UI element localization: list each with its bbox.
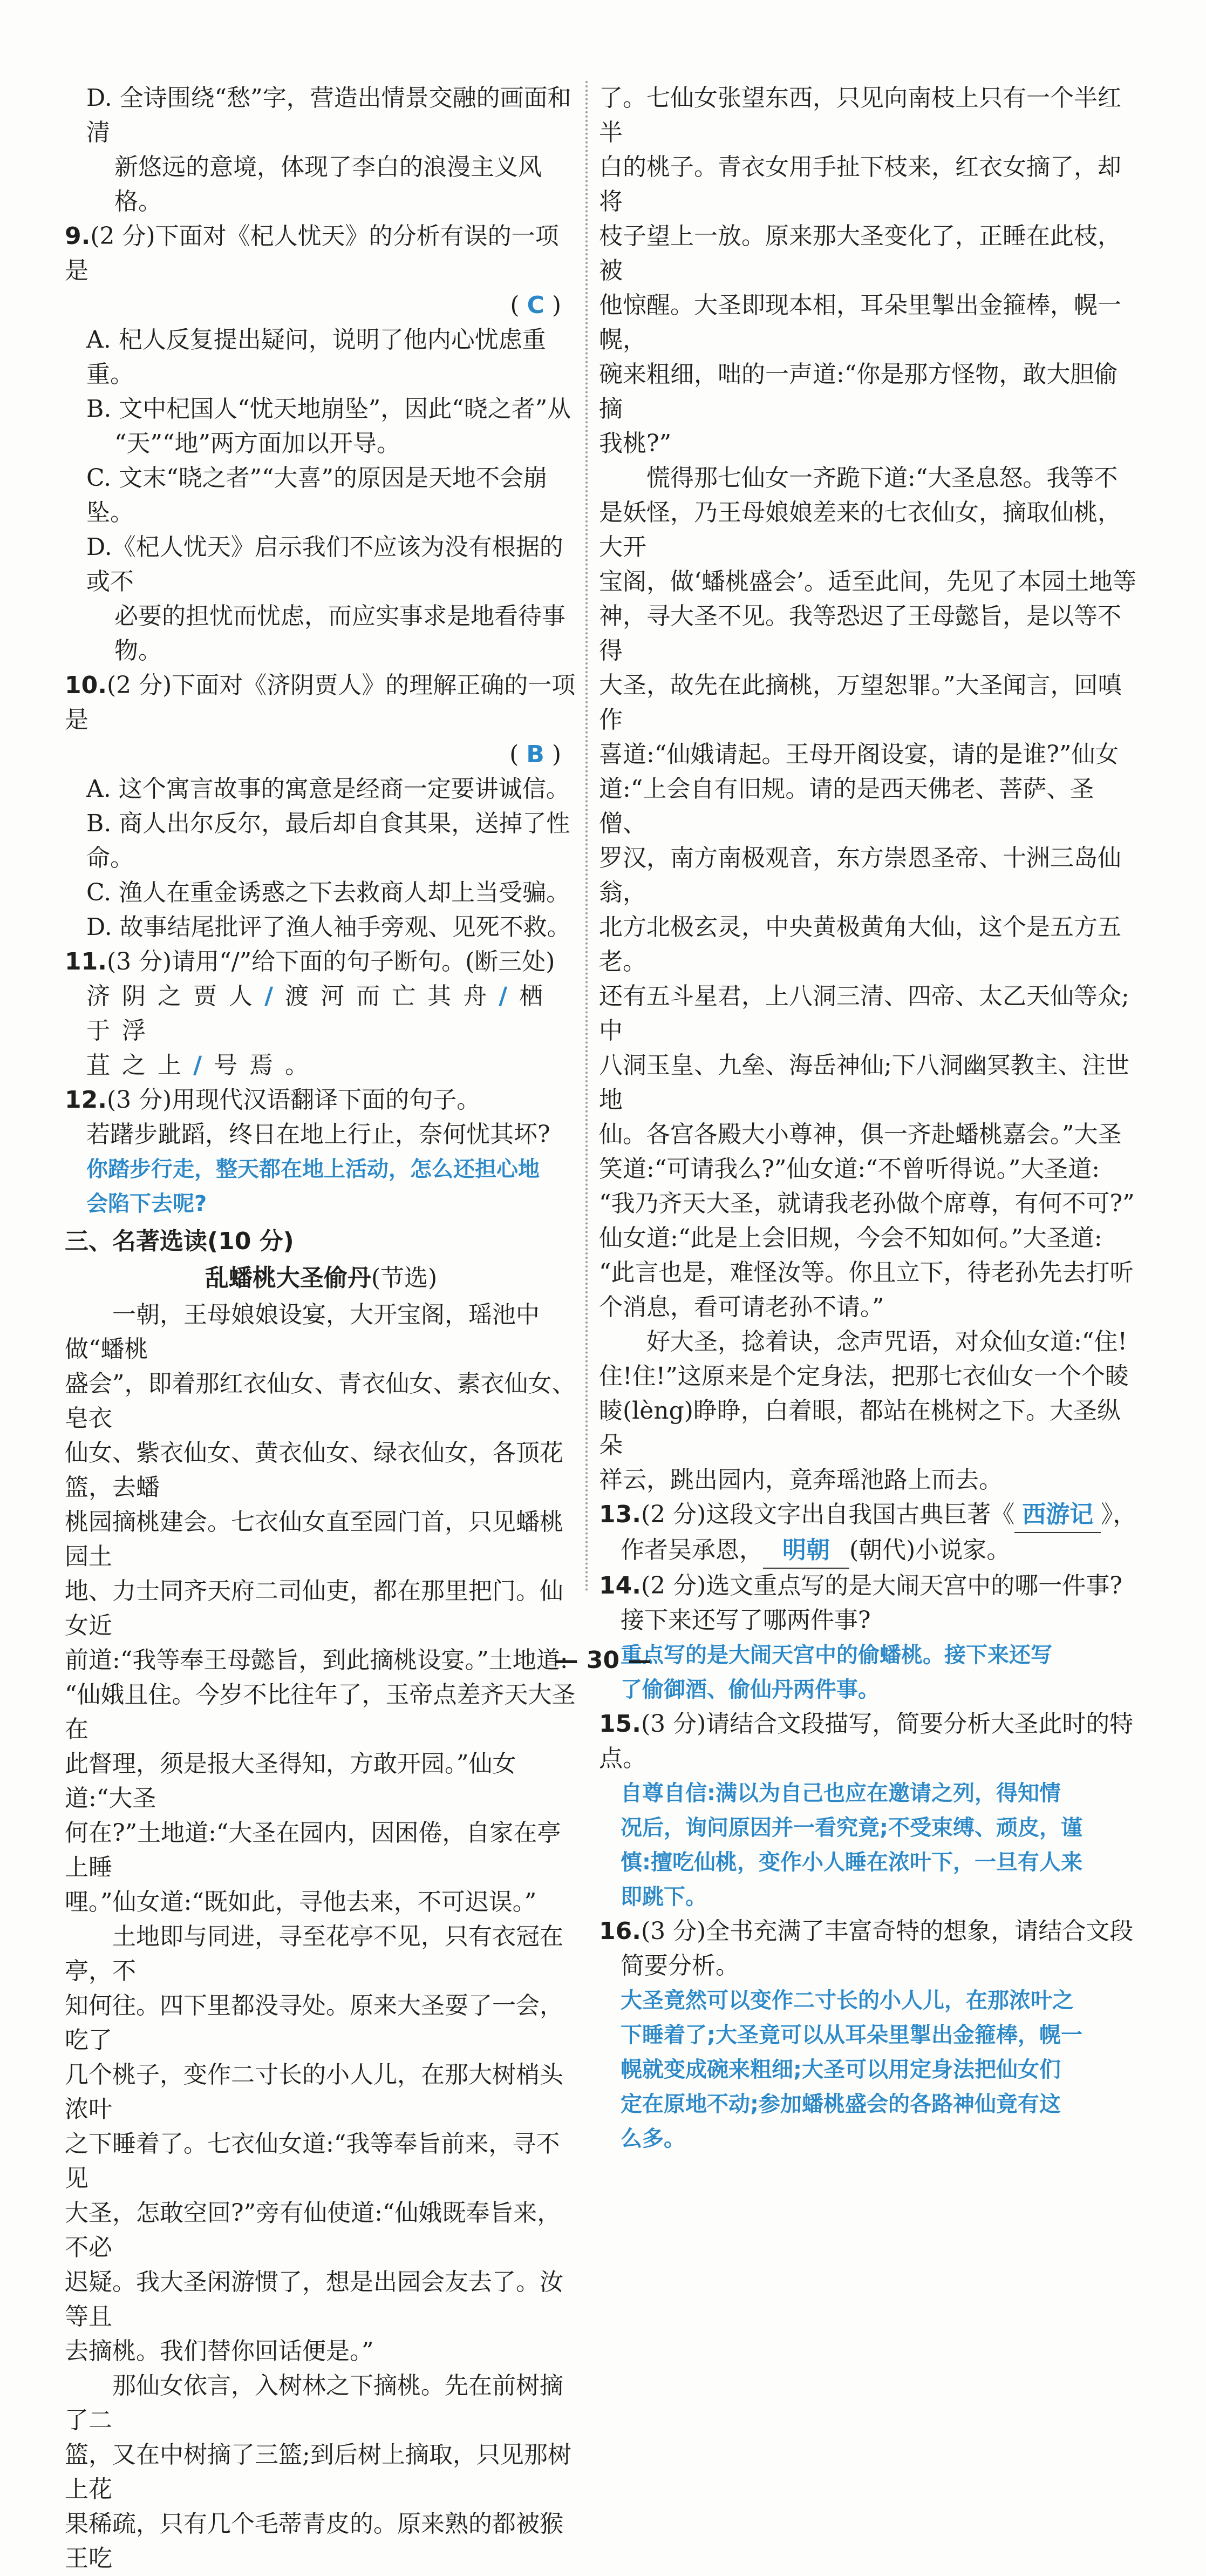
q12-number: 12.	[65, 1086, 107, 1114]
passage-right-para3: 好大圣，捻着诀，念声咒语，对众仙女道:“住! 住!住!”这原来是个定身法，把那七衣仙女一个个睖 睖(lèng)睁睁，白着眼，都站在桃树之下。大圣纵朵 祥云，跳出园内，竟奔瑶池路上而去。	[599, 1328, 1129, 1494]
question-13: 13.(2 分)这段文字出自我国古典巨著《 西游记 》， 作者吴承恩， 明朝 (朝代)小说家。	[599, 1497, 1139, 1569]
question-16: 16.(3 分)全书充满了丰富奇特的想象，请结合文段 简要分析。 大圣竟然可以变作二寸长的小人儿，在那浓叶之 下睡着了;大圣竟可以从耳朵里掣出金箍棒，幌一 幌就变成碗来粗细;大圣可以用定身法把仙女们 定在原地不动;参加蟠桃盛会的各路神仙竟有这 么多。	[599, 1914, 1139, 2156]
question-12	[65, 1083, 577, 1221]
q12-answer-line2: 会陷下去呢?	[86, 1191, 207, 1216]
q9-number: 9.	[65, 222, 91, 250]
question-14: 14.(2 分)选文重点写的是大闹天宫中的哪一件事? 接下来还写了哪两件事? 重点写的是大闹天宫中的偷蟠桃。接下来还写 了偷御酒、偷仙丹两件事。	[599, 1569, 1139, 1707]
q11-slash-3: /	[193, 1052, 214, 1079]
q9-option-b: B. 文中杞国人“忧天地崩坠”，因此“晓之者”从	[86, 395, 571, 423]
q11-number: 11.	[65, 948, 107, 975]
q15-number: 15.	[599, 1710, 641, 1738]
q9-option-a: A. 杞人反复提出疑问，说明了他内心忧虑重重。	[86, 326, 546, 388]
q12-answer-line1: 你踏步行走，整天都在地上活动，怎么还担心地	[86, 1157, 540, 1182]
q9-answer: C	[527, 292, 544, 319]
q9-option-d: D.《杞人忧天》启示我们不应该为没有根据的或不	[86, 533, 563, 595]
q14-number: 14.	[599, 1572, 641, 1599]
q12-sentence: 若躇步跐蹈，终日在地上行止，奈何忧其坏?	[86, 1121, 550, 1148]
right-column	[599, 81, 1139, 2156]
question-15: 15.(3 分)请结合文段描写，简要分析大圣此时的特点。 自尊自信:满以为自己也应在邀请之列，得知情 况后，询问原因并一看究竟;不受束缚、顽皮，谨 慎:擅吃仙桃，变作小人睡在浓叶下，一旦有人来 即跳下。	[599, 1707, 1139, 1914]
q15-answer-line4: 即跳下。	[621, 1884, 707, 1909]
q11-slash-1: /	[264, 982, 285, 1010]
q16-answer-line3: 幌就变成碗来粗细;大圣可以用定身法把仙女们	[621, 2057, 1061, 2082]
passage-right-para1: 了。七仙女张望东西，只见向南枝上只有一个半红半 白的桃子。青衣女用手扯下枝来，红衣女摘了，却将 枝子望上一放。原来那大圣变化了，正睡在此枝，被 他惊醒。大圣即现本相，耳朵里掣出金箍棒，幌一幌， 碗来粗细，咄的一声道:“你是那方怪物，敢大胆偷摘 我桃?”	[599, 84, 1121, 457]
passage-left-para2: 土地即与同进，寻至花亭不见，只有衣冠在亭，不 知何往。四下里都没寻处。原来大圣耍了一会，吃了 几个桃子，变作二寸长的小人儿，在那大树梢头浓叶 之下睡着了。七衣仙女道:“我等奉旨前来，寻不见 大圣，怎敢空回?”旁有仙使道:“仙娥既奉旨来，不必 迟疑。我大圣闲游惯了，想是出园会友去了。汝等且 去摘桃。我们替你回话便是。”	[65, 1923, 563, 2365]
page-number: — 30 —	[554, 1646, 652, 1674]
q8-option-d-cont: 新悠远的意境，体现了李白的浪漫主义风格。	[114, 153, 542, 215]
question-9: 9.(2 分)下面对《杞人忧天》的分析有误的一项是 ( C ) A. 杞人反复提出疑问，说明了他内心忧虑重重。 B. 文中杞国人“忧天地崩坠”，因此“晓之者”从 “天”“地”两方面加以开导。 C. 文末“晓之者”“大喜”的原因是天地不会崩坠。 D.《杞人忧天》启示我们不应该为没有根据的或不 必要的担忧而忧虑，而应实事求是地看待事物。	[65, 219, 577, 668]
q15-answer-line1: 自尊自信:满以为自己也应在邀请之列，得知情	[621, 1781, 1061, 1806]
q8-option-d: D. 全诗围绕“愁”字，营造出情景交融的画面和清	[86, 84, 571, 146]
passage-left-para1: 一朝，王母娘娘设宴，大开宝阁，瑶池中做“蟠桃 盛会”，即着那红衣仙女、青衣仙女、素衣仙女、皂衣 仙女、紫衣仙女、黄衣仙女、绿衣仙女，各顶花篮，去蟠 桃园摘桃建会。七衣仙女直至园门首，只见蟠桃园土 地、力士同齐天府二司仙吏，都在那里把门。仙女近 前道:“我等奉王母懿旨，到此摘桃设宴。”土地道: “仙娥且住。今岁不比往年了，玉帝点差齐天大圣在 此督理，须是报大圣得知，方敢开园。”仙女道:“大圣 何在?”土地道:“大圣在园内，因困倦，自家在亭上睡 哩。”仙女道:“既如此，寻他去来，不可迟误。”	[65, 1301, 576, 1916]
q12-stem: (3 分)用现代汉语翻译下面的句子。	[106, 1086, 481, 1114]
left-column	[65, 81, 577, 2576]
q9-option-b-cont: “天”“地”两方面加以开导。	[114, 430, 400, 457]
q15-answer-line2: 况后，询问原因并一看究竟;不受束缚、顽皮，谨	[621, 1815, 1082, 1840]
q11-sentence-line1: 济阴之贾人/渡河而亡其舟/栖于浮	[86, 982, 555, 1045]
passage-title: 乱蟠桃大圣偷丹(节选)	[205, 1264, 438, 1292]
question-10: 10.(2 分)下面对《济阴贾人》的理解正确的一项是 ( B ) A. 这个寓言故事的寓意是经商一定要讲诚信。 B. 商人出尔反尔，最后却自食其果，送掉了性命。 C. 渔人在重金诱惑之下去救商人却上当受骗。 D. 故事结尾批评了渔人袖手旁观、见死不救。	[65, 668, 577, 945]
q14-answer-line1: 重点写的是大闹天宫中的偷蟠桃。接下来还写	[621, 1643, 1052, 1667]
q10-option-b: B. 商人出尔反尔，最后却自食其果，送掉了性命。	[86, 810, 570, 872]
q10-stem: (2 分)下面对《济阴贾人》的理解正确的一项是	[65, 672, 576, 734]
passage-left-para3: 那仙女依言，入树林之下摘桃。先在前树摘了二 篮，又在中树摘了三篮;到后树上摘取，只见那树上花 果稀疏，只有几个毛蒂青皮的。原来熟的都被猴王吃	[65, 2372, 571, 2572]
q16-answer-line2: 下睡着了;大圣竟可以从耳朵里掣出金箍棒，幌一	[621, 2023, 1082, 2048]
passage-right-para2: 慌得那七仙女一齐跪下道:“大圣息怒。我等不 是妖怪，乃王母娘娘差来的七衣仙女，摘取仙桃，大开 宝阁，做‘蟠桃盛会’。适至此间，先见了本园土地等 神，寻大圣不见。我等恐迟了王母懿旨，是以等不得 大圣，故先在此摘桃，万望恕罪。”大圣闻言，回嗔作 喜道:“仙娥请起。王母开阁设宴，请的是谁?”仙女 道:“上会自有旧规。请的是西天佛老、菩萨、圣僧、 罗汉，南方南极观音，东方崇恩圣帝、十洲三岛仙翁， 北方北极玄灵，中央黄极黄角大仙，这个是五方五老。 还有五斗星君，上八洞三清、四帝、太乙天仙等众;中 八洞玉皇、九垒、海岳神仙;下八洞幽冥教主、注世地 仙。各宫各殿大小尊神，俱一齐赴蟠桃嘉会。”大圣 笑道:“可请我么?”仙女道:“不曾听得说。”大圣道: “我乃齐天大圣，就请我老孙做个席尊，有何不可?” 仙女道:“此是上会旧规，今会不知如何。”大圣道: “此言也是，难怪汝等。你且立下，待老孙先去打听 个消息，看可请老孙不请。”	[599, 464, 1136, 1321]
section-3-title: 三、名著选读(10 分)	[65, 1228, 294, 1255]
q13-answer-book: 西游记	[1014, 1497, 1101, 1533]
column-divider	[585, 81, 588, 1592]
q10-option-c: C. 渔人在重金诱惑之下去救商人却上当受骗。	[86, 879, 570, 906]
q15-answer-line3: 慎:擅吃仙桃，变作小人睡在浓叶下，一旦有人来	[621, 1850, 1082, 1875]
q10-option-d: D. 故事结尾批评了渔人袖手旁观、见死不救。	[86, 913, 571, 941]
question-11	[65, 945, 577, 1083]
q13-answer-dynasty: 明朝	[763, 1533, 849, 1569]
q13-number: 13.	[599, 1501, 641, 1528]
q10-answer: B	[526, 741, 544, 768]
q9-stem: (2 分)下面对《杞人忧天》的分析有误的一项是	[65, 222, 559, 284]
q16-answer-line4: 定在原地不动;参加蟠桃盛会的各路神仙竟有这	[621, 2092, 1061, 2117]
q16-number: 16.	[599, 1917, 641, 1945]
q11-sentence-line2: 苴之上/号焉。	[86, 1052, 321, 1079]
q10-number: 10.	[65, 672, 107, 699]
q16-answer-line5: 么多。	[621, 2126, 685, 2151]
q11-stem: (3 分)请用“/”给下面的句子断句。(断三处)	[106, 948, 555, 975]
q16-answer-line1: 大圣竟然可以变作二寸长的小人儿，在那浓叶之	[621, 1988, 1074, 2013]
q11-slash-2: /	[499, 982, 520, 1010]
q10-option-a: A. 这个寓言故事的寓意是经商一定要讲诚信。	[86, 775, 570, 803]
q9-option-c: C. 文末“晓之者”“大喜”的原因是天地不会崩坠。	[86, 464, 548, 526]
q14-answer-line2: 了偷御酒、偷仙丹两件事。	[621, 1677, 880, 1702]
q9-option-d-cont: 必要的担忧而忧虑，而应实事求是地看待事物。	[114, 602, 565, 665]
